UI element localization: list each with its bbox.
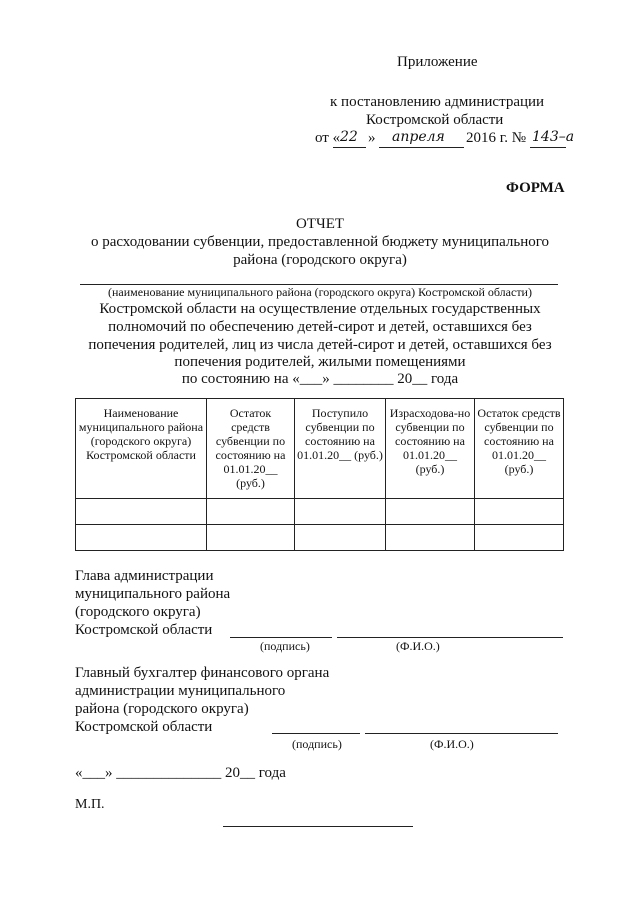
table-cell (76, 525, 207, 551)
table-cell (475, 499, 564, 525)
accountant-title-line-3: района (городского округа) (75, 701, 249, 717)
accountant-title-line-1: Главный бухгалтер финансового органа (75, 665, 330, 681)
date-day-underline (333, 147, 366, 148)
table-cell (207, 525, 295, 551)
column-header: Израсходова-но субвенции по состоянию на 01.01.20__ (руб.) (386, 399, 475, 499)
head-name-line (337, 637, 563, 638)
appendix-label: Приложение (397, 54, 478, 70)
head-title-line-3: (городского округа) (75, 604, 201, 620)
table-cell (386, 499, 475, 525)
report-table (75, 398, 564, 551)
table-cell (475, 525, 564, 551)
date-month: апреля (392, 129, 445, 145)
head-title-line-4: Костромской области (75, 622, 213, 638)
doc-number: 143–а (532, 129, 575, 145)
date-month-underline (379, 147, 464, 148)
report-subtitle-line-2: района (городского округа) (233, 252, 407, 268)
date-prefix: от « (315, 130, 341, 146)
resolution-line-1: к постановлению администрации (330, 94, 545, 110)
form-label: ФОРМА (506, 180, 565, 196)
table-header-row (76, 399, 564, 499)
accountant-signature-line (272, 733, 360, 734)
accountant-name-caption: (Ф.И.О.) (430, 737, 474, 751)
column-header: Остаток средств субвенции по состоянию на 01.01.20__ (руб.) (207, 399, 295, 499)
head-name-caption: (Ф.И.О.) (396, 639, 440, 653)
head-title-line-1: Глава администрации (75, 568, 214, 584)
column-header: Наименование муниципального района (городского округа) Костромской области (76, 399, 207, 499)
accountant-title-line-2: администрации муниципального (75, 683, 286, 699)
resolution-line-2: Костромской области (366, 112, 504, 128)
accountant-name-line (365, 733, 558, 734)
table-cell (295, 499, 386, 525)
column-header: Поступило субвенции по состоянию на 01.01.20__ (руб.) (295, 399, 386, 499)
table-row (76, 525, 564, 551)
footer-date-line: «___» ______________ 20__ года (75, 765, 286, 781)
head-title-line-2: муниципального района (75, 586, 231, 602)
report-date-line: по состоянию на «___» ________ 20__ года (181, 371, 459, 387)
head-signature-line (230, 637, 332, 638)
footer-line (223, 826, 413, 827)
table-row (76, 499, 564, 525)
table-cell (386, 525, 475, 551)
accountant-signature-caption: (подпись) (292, 737, 342, 751)
report-subtitle-line-1: о расходовании субвенции, предоставленной бюджету муниципального (90, 234, 550, 250)
table-cell (76, 499, 207, 525)
date-year-number-label: 2016 г. № (466, 130, 527, 146)
report-subtitle-line-5: попечения родителей, лиц из числа детей-сирот и детей, оставшихся без (88, 337, 552, 353)
report-subtitle-line-4: полномочий по обеспечению детей-сирот и детей, оставшихся без (108, 319, 532, 335)
report-subtitle-line-3: Костромской области на осуществление отдельных государственных (99, 301, 541, 317)
report-title: ОТЧЕТ (295, 216, 345, 232)
head-signature-caption: (подпись) (260, 639, 310, 653)
accountant-title-line-4: Костромской области (75, 719, 213, 735)
table-cell (207, 499, 295, 525)
date-mid: » (368, 130, 376, 146)
doc-number-underline (530, 147, 566, 148)
district-name-caption: (наименование муниципального района (городского округа) Костромской области) (108, 285, 532, 299)
stamp-label: М.П. (75, 797, 105, 812)
date-day: 22 (340, 129, 358, 145)
table-cell (295, 525, 386, 551)
report-subtitle-line-6: попечения родителей, жилыми помещениями (174, 354, 466, 370)
column-header: Остаток средств субвенции по состоянию на 01.01.20__ (руб.) (475, 399, 564, 499)
